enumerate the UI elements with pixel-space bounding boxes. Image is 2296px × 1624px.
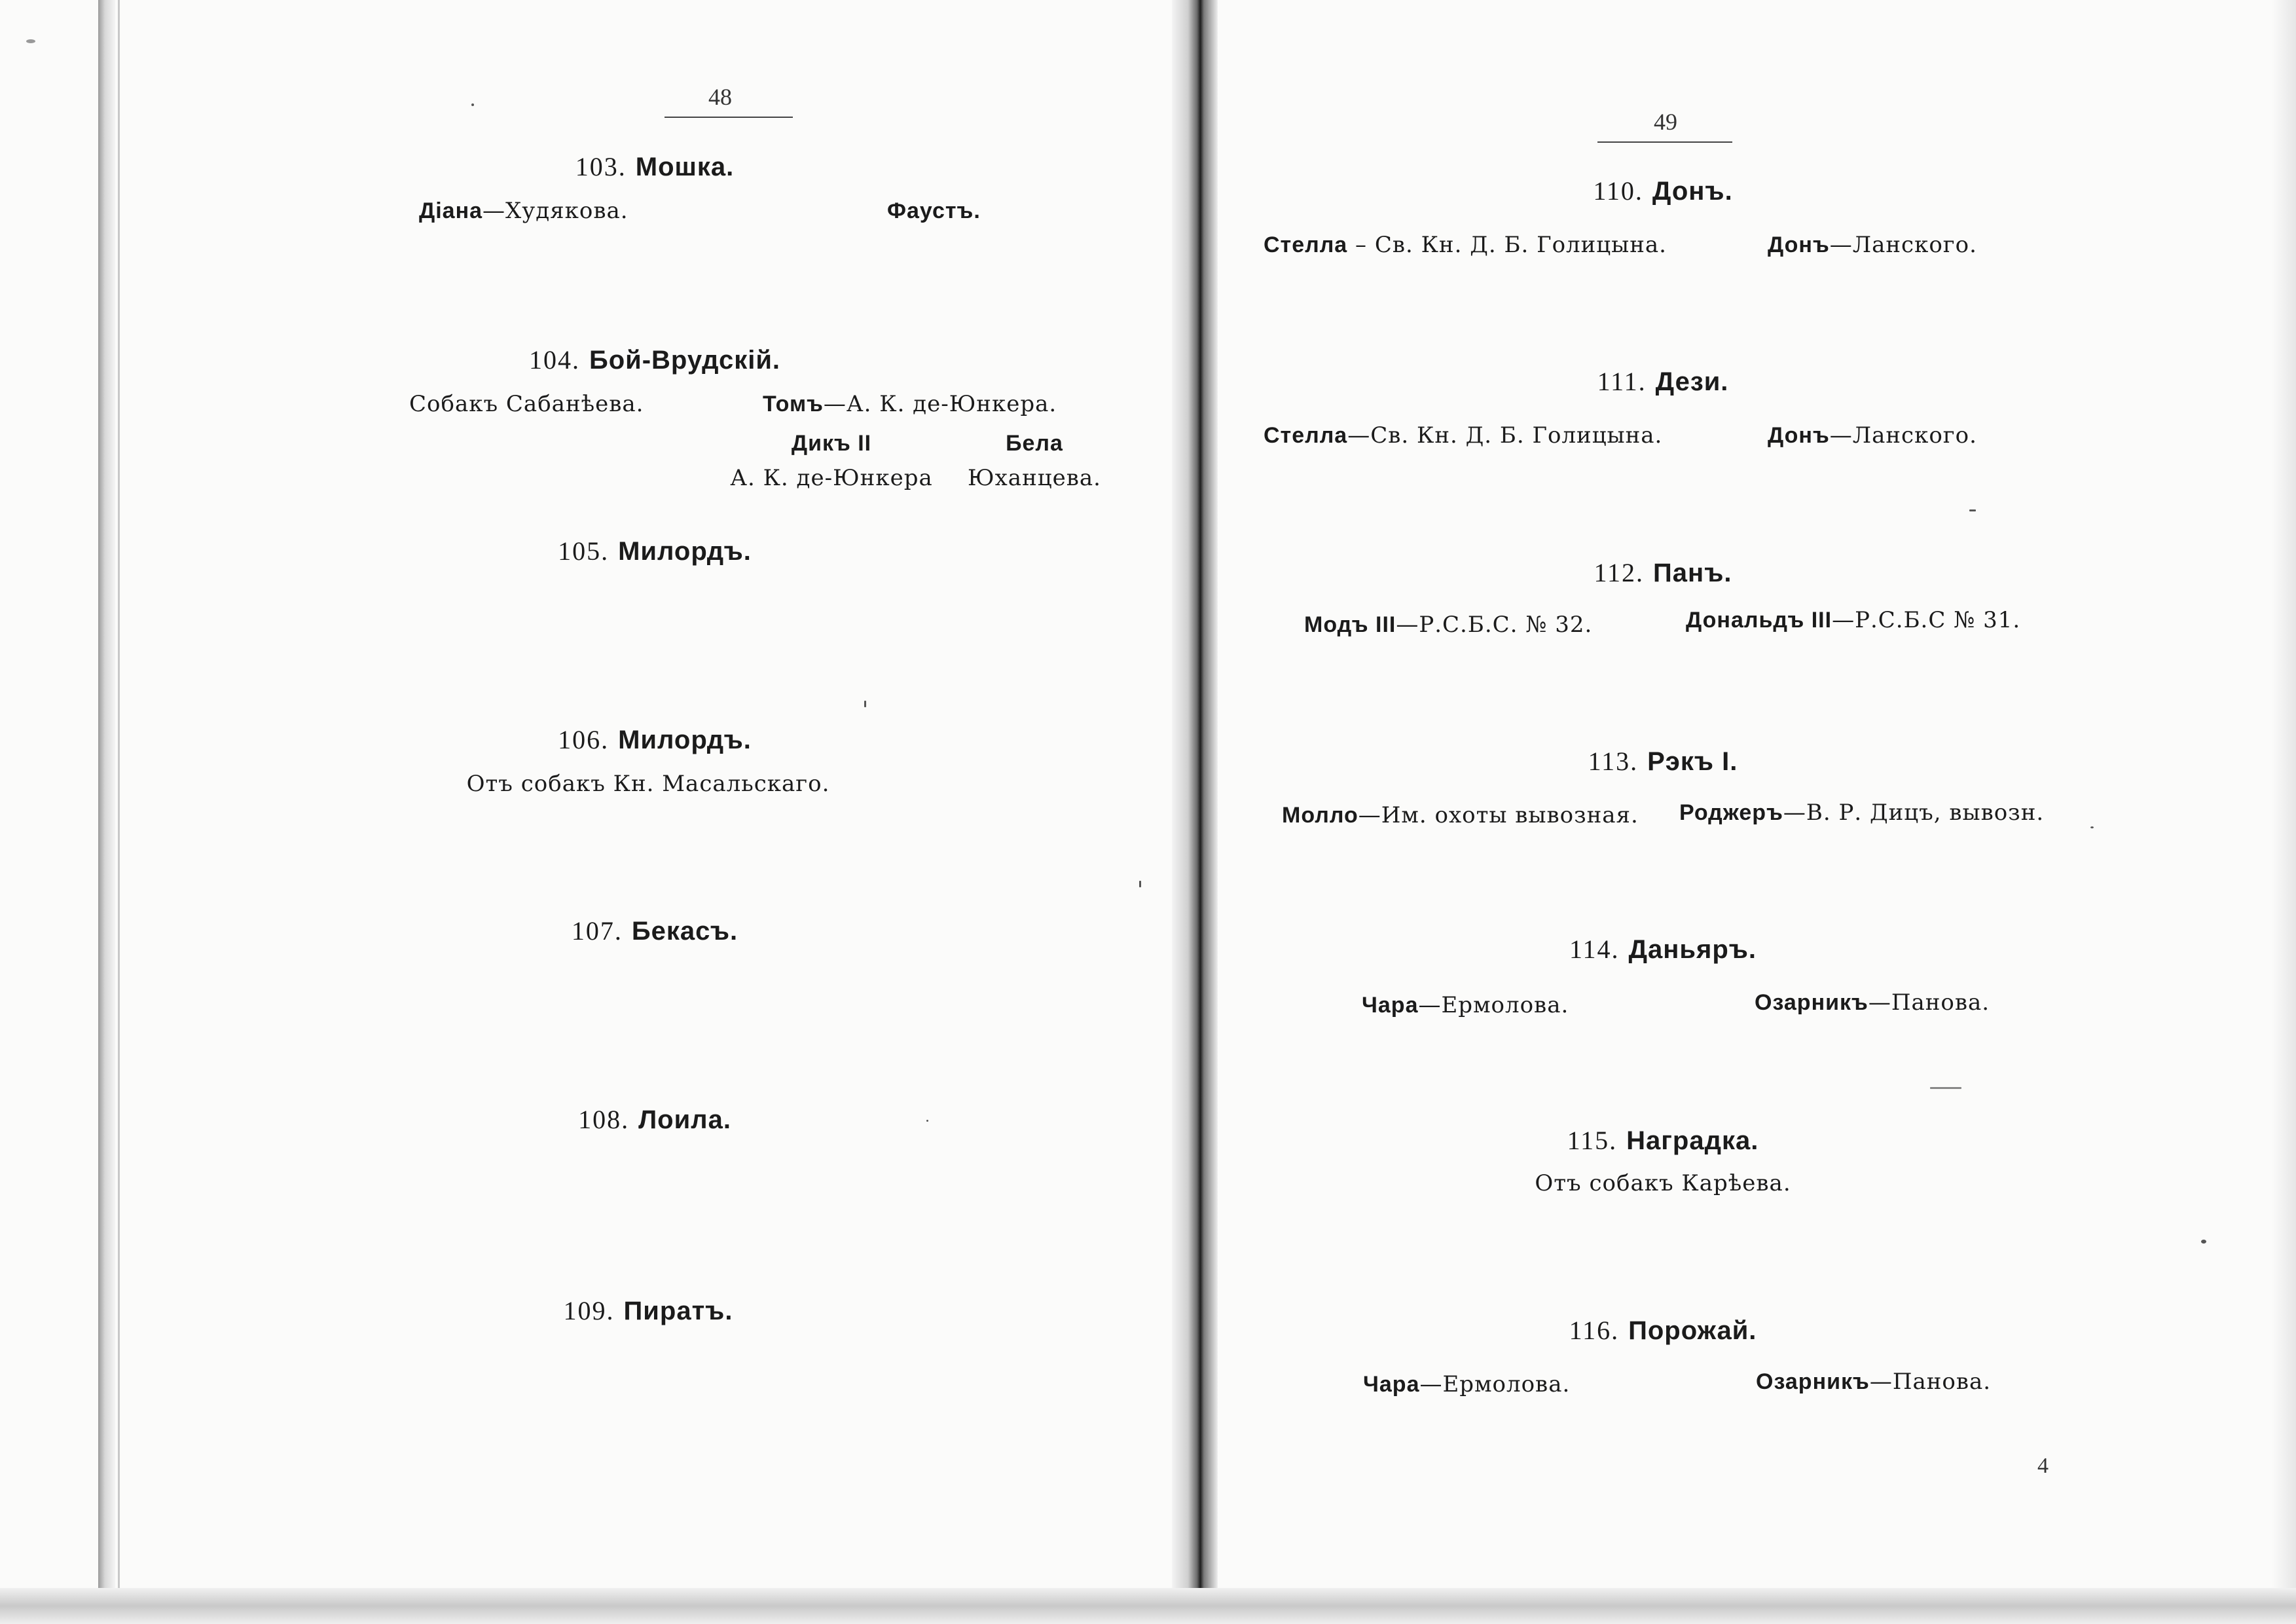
sire-name: Роджеръ: [1679, 800, 1783, 825]
entry-number: 111.: [1597, 367, 1647, 396]
dam-line: [1362, 994, 1569, 1016]
entry-name: Даньяръ.: [1628, 935, 1757, 964]
dam-owner: —Худякова.: [483, 198, 629, 224]
entry-heading-114: [1569, 936, 1757, 963]
dam-owner: —Им. охоты вывозная.: [1358, 802, 1639, 828]
sire-owner: —В. Р. Дицъ, вывозн.: [1783, 800, 2045, 826]
scan-speck: [2201, 1240, 2206, 1244]
dam-line: [1264, 424, 1662, 447]
entry-heading-115: [1567, 1128, 1759, 1154]
sire-line: [1686, 609, 2020, 631]
entry-name: Донъ.: [1652, 177, 1733, 206]
scan-speck: [26, 39, 35, 43]
grand-sire-owner: А. К. де-Юнкера: [730, 465, 933, 491]
sire-name: Дональдъ III: [1686, 608, 1832, 633]
page-number: 49: [1654, 109, 1677, 135]
dam-line: [1304, 614, 1592, 636]
scan-left-edge: [98, 0, 115, 1598]
scan-speck: [2090, 826, 2094, 828]
entry-heading-107: [572, 918, 738, 944]
entry-heading-103: [575, 154, 734, 180]
sire-line: [1679, 802, 2044, 824]
sire-line: [887, 200, 981, 222]
origin-line: Отъ собакъ Кн. Масальскаго.: [466, 771, 830, 797]
dam-owner: Собакъ Сабанѣева.: [409, 391, 644, 417]
signature-mark: 4: [2037, 1454, 2049, 1478]
sire-owner: —А. К. де-Юнкера.: [823, 391, 1057, 417]
page-number: 48: [708, 84, 732, 110]
dam-name: Молло: [1282, 803, 1358, 828]
entry-name: Панъ.: [1653, 559, 1732, 587]
sire-owner: —Ланского.: [1829, 422, 1977, 449]
entry-name: Рэкъ I.: [1647, 747, 1738, 776]
scan-speck: [1969, 509, 1976, 511]
page-number-rule: [1597, 141, 1732, 143]
entry-number: 116.: [1569, 1316, 1620, 1345]
sire-name: Донъ: [1768, 423, 1830, 448]
dam-line: [419, 200, 629, 222]
entry-name: Наградка.: [1626, 1126, 1759, 1155]
entry-number: 113.: [1588, 747, 1639, 776]
scan-speck: [1930, 1087, 1961, 1089]
entry-number: 108.: [578, 1105, 630, 1134]
sire-line: [763, 393, 1057, 415]
entry-heading-108: [578, 1107, 731, 1133]
dam-name: Чара: [1363, 1372, 1420, 1397]
entry-number: 109.: [563, 1296, 615, 1325]
dam-owner: – Св. Кн. Д. Б. Голицына.: [1347, 232, 1667, 258]
entry-heading-111: [1597, 369, 1729, 395]
sire-owner: —Панова.: [1869, 1369, 1992, 1395]
scan-left-edge-line: [118, 0, 120, 1598]
dam-line: [1264, 234, 1667, 256]
dam-name: Стелла: [1264, 423, 1348, 448]
entry-number: 104.: [528, 345, 580, 375]
entry-number: 105.: [558, 536, 610, 566]
sire-line: [1768, 234, 1977, 256]
book-gutter: [1172, 0, 1218, 1598]
dam-name: Модъ III: [1304, 612, 1396, 637]
origin-line: Отъ собакъ Карѣева.: [1535, 1170, 1791, 1196]
sire-owner: —Р.С.Б.С № 31.: [1832, 607, 2021, 633]
sire-line: [1756, 1371, 1991, 1393]
entry-number: 106.: [558, 725, 610, 754]
dam-owner: —Р.С.Б.С. № 32.: [1396, 612, 1593, 638]
page-number-rule: [665, 117, 793, 118]
entry-number: 107.: [571, 916, 623, 946]
scan-right-edge: [2272, 0, 2296, 1598]
entry-name: Бекасъ.: [631, 917, 738, 946]
sire-owner: —Панова.: [1868, 989, 1990, 1016]
sire-name: Донъ: [1768, 232, 1830, 257]
dam-name: Діана: [419, 198, 483, 223]
entry-number: 110.: [1593, 176, 1643, 206]
sire-line: [1768, 424, 1977, 447]
sire-name: Томъ: [763, 392, 824, 416]
dam-name: Чара: [1362, 993, 1419, 1018]
scan-speck: [864, 701, 866, 707]
dam-line: [1363, 1373, 1570, 1395]
right-page: [1224, 0, 2265, 1598]
entry-heading-110: [1593, 178, 1732, 204]
entry-heading-116: [1569, 1318, 1757, 1344]
entry-name: Порожай.: [1628, 1316, 1757, 1345]
entry-heading-105: [558, 538, 752, 564]
dam-owner: —Ермолова.: [1418, 992, 1569, 1018]
entry-name: Мошка.: [635, 153, 735, 181]
dam-owner: —Ермолова.: [1419, 1371, 1571, 1397]
sire-name: Озарникъ: [1756, 1369, 1870, 1394]
sire-name: Озарникъ: [1755, 990, 1868, 1015]
grand-dam-name: Бела: [1006, 431, 1063, 456]
entry-heading-109: [564, 1298, 733, 1324]
entry-name: Милордъ.: [618, 537, 752, 566]
entry-name: Пиратъ.: [623, 1297, 733, 1325]
entry-heading-106: [558, 727, 752, 753]
entry-heading-112: [1594, 560, 1732, 586]
entry-number: 115.: [1567, 1126, 1618, 1155]
entry-number: 114.: [1569, 934, 1620, 964]
sire-owner: —Ланского.: [1829, 232, 1977, 258]
entry-number: 112.: [1594, 558, 1645, 587]
entry-heading-104: [529, 347, 780, 373]
sire-name: Фаустъ.: [887, 198, 981, 223]
dam-line: [1282, 804, 1639, 826]
scan-speck: [926, 1120, 928, 1122]
dam-name: Стелла: [1264, 232, 1348, 257]
left-page: [124, 0, 1165, 1598]
entry-number: 103.: [575, 152, 627, 181]
scan-speck: [1139, 881, 1141, 887]
sire-line: [1755, 991, 1990, 1014]
scan-speck: [471, 103, 474, 106]
grand-sire-name: Дикъ II: [791, 431, 872, 456]
dam-line: [409, 393, 644, 415]
entry-name: Милордъ.: [618, 726, 752, 754]
entry-name: Лоила.: [638, 1105, 731, 1134]
dam-owner: —Св. Кн. Д. Б. Голицына.: [1347, 422, 1663, 449]
entry-name: Дези.: [1655, 367, 1729, 396]
entry-heading-113: [1588, 748, 1738, 775]
entry-name: Бой-Врудскій.: [589, 346, 781, 375]
grand-dam-owner: Юханцева.: [968, 465, 1101, 491]
